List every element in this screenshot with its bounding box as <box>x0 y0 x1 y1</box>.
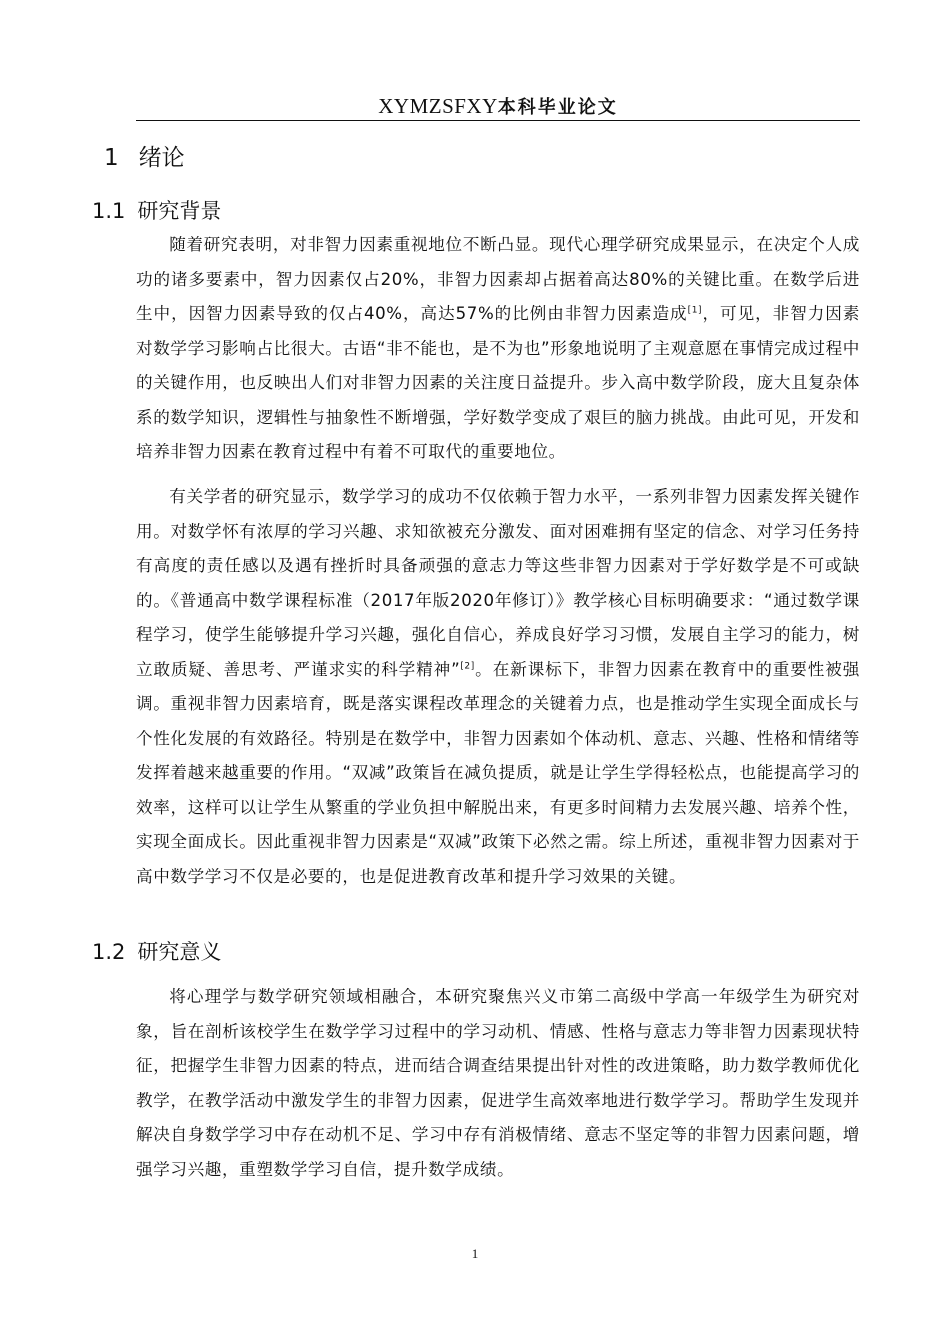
page-number: 1 <box>471 1246 479 1261</box>
section-title: 研究意义 <box>137 940 222 964</box>
chapter-title: 绪论 <box>138 145 185 171</box>
citation-ref: [2] <box>460 660 475 671</box>
citation-ref: [1] <box>687 305 703 316</box>
section-heading-background <box>92 195 221 227</box>
body-paragraph: 将心理学与数学研究领域相融合，本研究聚焦兴义市第二高级中学高一年级学生为研究对象，旨在剖析该校学生在数学学习过程中的学习动机、情感、性格与意志力等非智力因素现状特征，把握学生非智力因素的特点，进而结合调查结果提出针对性的改进策略，助力数学教师优化教学，在教学活动中激发学生的非智力因素，促进学生高效率地进行数学学习。帮助学生发现并解决自身数学学习中存在动机不足、学习中存有消极情绪、意志不坚定等的非智力因素问题，增强学习兴趣，重塑数学学习自信，提升数学成绩。 <box>136 987 860 1179</box>
chapter-number: 1 <box>104 145 119 171</box>
running-header <box>136 92 860 121</box>
body-paragraph: 随着研究表明，对非智力因素重视地位不断凸显。现代心理学研究成果显示，在决定个人成功的诸多要素中，智力因素仅占20%，非智力因素却占据着高达80%的关键比重。在数学后进生中，因智力因素导致的仅占40%，高达57%的比例由非智力因素造成[1]，可见，非智力因素对数学学习影响占比很大。古语“非不能也，是不为也”形象地说明了主观意愿在事情完成过程中的关键作用，也反映出人们对非智力因素的关注度日益提升。步入高中数学阶段，庞大且复杂体系的数学知识，逻辑性与抽象性不断增强，学好数学变成了艰巨的脑力挑战。由此可见，开发和培养非智力因素在教育过程中有着不可取代的重要地位。 <box>136 235 861 461</box>
section-number: 1.1 <box>92 199 126 223</box>
section-heading-significance <box>92 936 221 968</box>
header-title: 本科毕业论文 <box>497 97 618 118</box>
header-school-code: XYMZSFXY <box>378 94 498 118</box>
body-paragraph: 有关学者的研究显示，数学学习的成功不仅依赖于智力水平，一系列非智力因素发挥关键作用。对数学怀有浓厚的学习兴趣、求知欲被充分激发、面对困难拥有坚定的信念、对学习任务持有高度的责任感以及遇有挫折时具备顽强的意志力等这些非智力因素对于学好数学是不可或缺的。《普通高中数学课程标准（2017年版2020年修订）》教学核心目标明确要求：“通过数学课程学习，使学生能够提升学习兴趣，强化自信心，养成良好学习习惯，发展自主学习的能力，树立敢质疑、善思考、严谨求实的科学精神”[2]。在新课标下，非智力因素在教育中的重要性被强调。重视非智力因素培育，既是落实课程改革理念的关键着力点，也是推动学生实现全面成长与个性化发展的有效路径。特别是在数学中，非智力因素如个体动机、意志、兴趣、性格和情绪等发挥着越来越重要的作用。“双减”政策旨在减负提质，就是让学生学得轻松点，也能提高学习的效率，这样可以让学生从繁重的学业负担中解脱出来，有更多时间精力去发展兴趣、培养个性，实现全面成长。因此重视非智力因素是“双减”政策下必然之需。综上所述，重视非智力因素对于高中数学学习不仅是必要的，也是促进教育改革和提升学习效果的关键。 <box>136 487 861 886</box>
chapter-heading <box>104 141 185 175</box>
section-title: 研究背景 <box>137 199 222 223</box>
section-number: 1.2 <box>92 940 126 964</box>
